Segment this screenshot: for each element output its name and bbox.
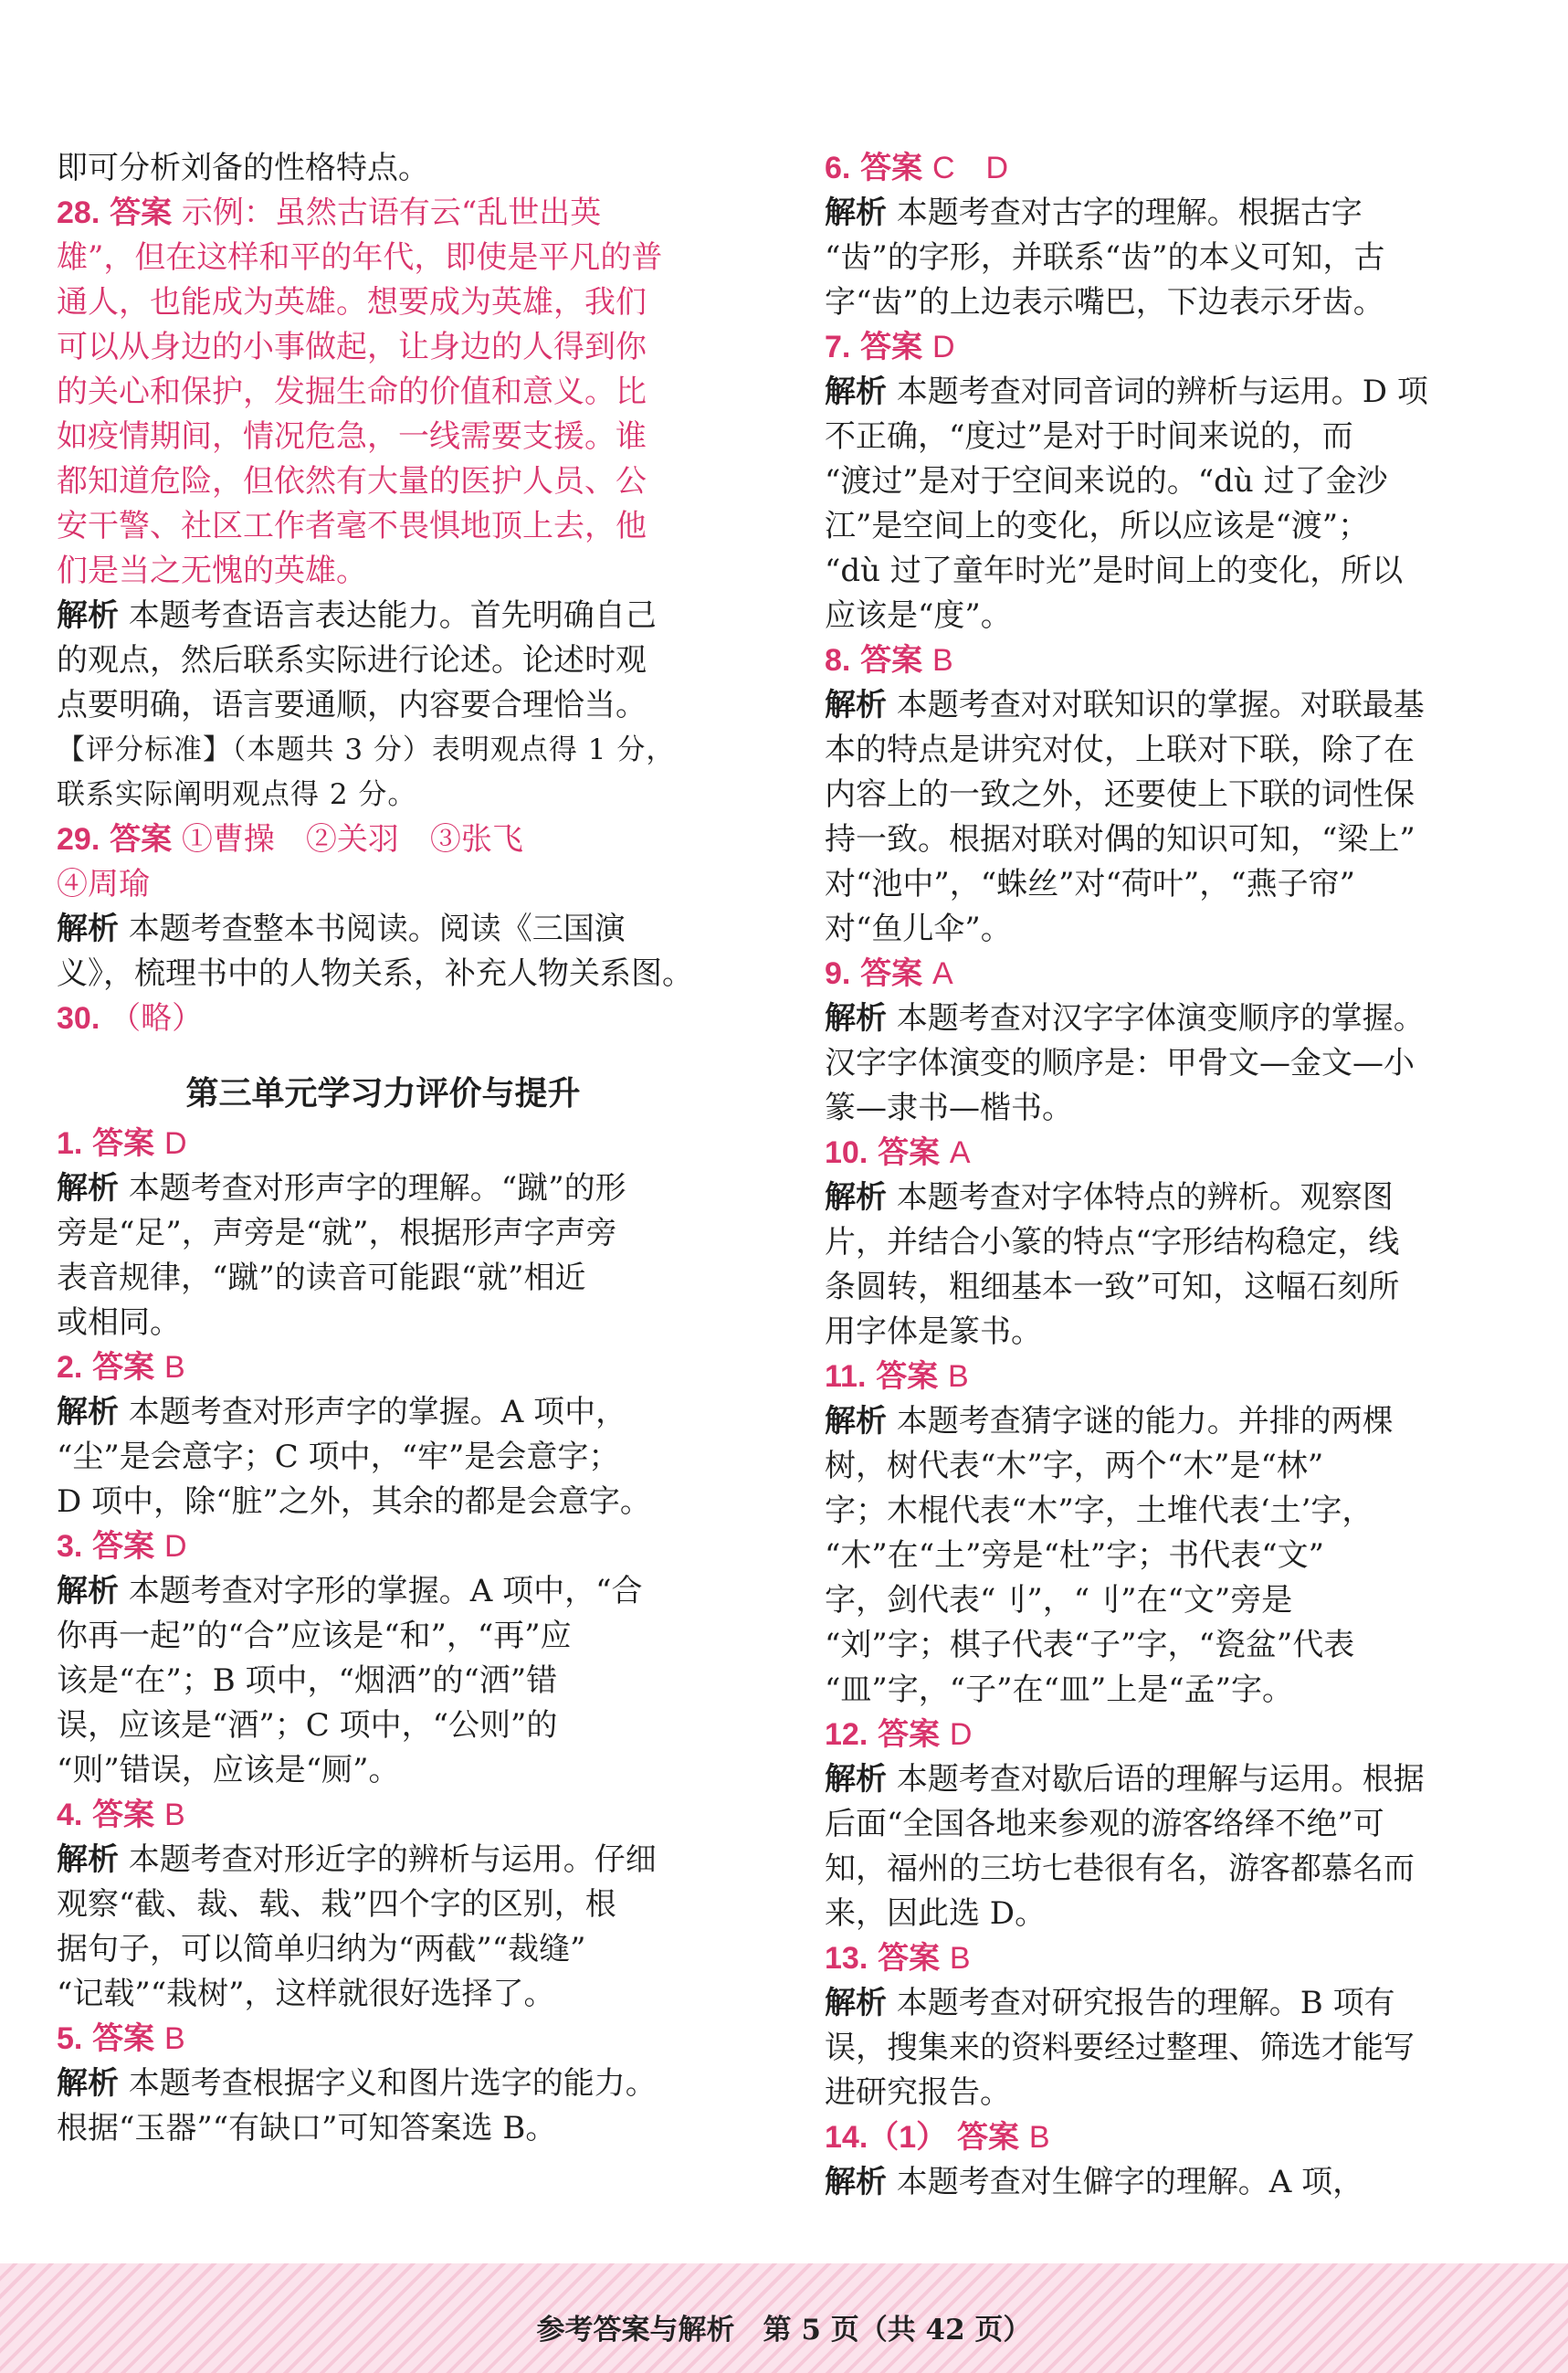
s9-answer: A <box>931 956 953 991</box>
s9-analysis-text: 本题考查对汉字字体演变顺序的掌握。 <box>896 1000 1425 1037</box>
s3-number: 3. <box>57 1529 83 1564</box>
s10-analysis-text: 本题考查对字体特点的辨析。观察图 <box>896 1179 1394 1216</box>
q28-analysis-line <box>57 594 710 638</box>
s7-answer-tag: 答案 <box>860 329 923 365</box>
s14-analysis-line <box>825 2160 1482 2205</box>
s8-analysis-line <box>825 683 1482 728</box>
s3-analysis-text: “则”错误，应该是“厕”。 <box>57 1752 400 1788</box>
s7-analysis-text: 应该是“度”。 <box>825 597 1012 634</box>
s9-answer-line <box>825 952 1482 997</box>
intro-line: 即可分析刘备的性格特点。 <box>57 150 429 186</box>
s2-analysis-tag: 解析 <box>57 1394 119 1430</box>
s5-analysis-line <box>57 2062 710 2106</box>
q28-analysis-text: 点要明确，语言要通顺，内容要合理恰当。 <box>57 687 647 723</box>
q30-line <box>57 997 710 1041</box>
s2-analysis-text: D 项中，除“脏”之外，其余的都是会意字。 <box>57 1483 651 1520</box>
s3-analysis-text: 误，应该是“酒”；C 项中，“公则”的 <box>57 1707 558 1744</box>
section-title: 第三单元学习力评价与提升 <box>185 1075 581 1113</box>
q30-text: （略） <box>110 1000 204 1037</box>
q28-answer-line <box>57 191 710 236</box>
s5-analysis-text: 本题考查根据字义和图片选字的能力。 <box>128 2065 657 2102</box>
s6-analysis-text: 字“齿”的上边表示嘴巴，下边表示牙齿。 <box>825 284 1384 321</box>
s7-analysis-text: “dù 过了童年时光”是时间上的变化，所以 <box>825 553 1404 589</box>
s1-analysis-text: 或相同。 <box>57 1304 181 1341</box>
q29-answer-text: ④周瑜 <box>57 866 150 902</box>
s8-answer-tag: 答案 <box>860 642 923 679</box>
q28-answer-text: 通人，也能成为英雄。想要成为英雄，我们 <box>57 284 647 321</box>
s11-number: 11. <box>825 1359 867 1394</box>
q29-answer-tag: 答案 <box>110 821 173 858</box>
s5-answer: B <box>163 2021 185 2056</box>
s13-analysis-text: 进研究报告。 <box>825 2074 1011 2111</box>
s3-answer-tag: 答案 <box>92 1528 155 1565</box>
s3-answer: D <box>163 1529 187 1564</box>
s11-answer-tag: 答案 <box>876 1358 939 1395</box>
s11-analysis-text: 本题考查猜字谜的能力。并排的两棵 <box>896 1403 1394 1440</box>
s10-number: 10. <box>825 1135 868 1170</box>
s6-analysis-text: “齿”的字形，并联系“齿”的本义可知，古 <box>825 239 1385 276</box>
s2-answer-line <box>57 1345 710 1390</box>
left-column <box>57 146 710 2151</box>
q28-analysis-text: 的观点，然后联系实际进行论述。论述时观 <box>57 642 647 679</box>
s7-analysis-text: “渡过”是对于空间来说的。“dù 过了金沙 <box>825 463 1388 500</box>
s8-analysis-tag: 解析 <box>825 687 887 723</box>
s1-answer-tag: 答案 <box>92 1125 155 1162</box>
s10-answer-line <box>825 1131 1482 1176</box>
s1-analysis-text: 表音规律，“蹴”的读音可能跟“就”相近 <box>57 1260 586 1296</box>
q29-analysis-tag: 解析 <box>57 911 119 947</box>
s8-analysis-text: 内容上的一致之外，还要使上下联的词性保 <box>825 776 1415 813</box>
q29-answer-text: ①曹操 ②关羽 ③张飞 <box>181 821 523 858</box>
s5-answer-tag: 答案 <box>92 2020 155 2057</box>
s4-analysis-tag: 解析 <box>57 1841 119 1878</box>
s7-analysis-text: 本题考查对同音词的辨析与运用。D 项 <box>896 374 1428 410</box>
s6-answer-tag: 答案 <box>860 150 923 186</box>
s10-answer-tag: 答案 <box>878 1134 941 1171</box>
s7-analysis-tag: 解析 <box>825 374 887 410</box>
s10-analysis-text: 条圆转，粗细基本一致”可知，这幅石刻所 <box>825 1269 1400 1305</box>
s7-analysis-line <box>825 370 1482 415</box>
s7-analysis-text: 江”是空间上的变化，所以应该是“渡”； <box>825 508 1370 544</box>
s13-analysis-text: 误，搜集来的资料要经过整理、筛选才能写 <box>825 2030 1415 2066</box>
s3-analysis-tag: 解析 <box>57 1573 119 1609</box>
s12-analysis-text: 本题考查对歇后语的理解与运用。根据 <box>896 1761 1425 1798</box>
s4-analysis-text: 本题考查对形近字的辨析与运用。仔细 <box>128 1841 657 1878</box>
s13-analysis-text: 本题考查对研究报告的理解。B 项有 <box>896 1985 1395 2021</box>
s9-analysis-text: 汉字字体演变的顺序是：甲骨文—金文—小 <box>825 1045 1415 1081</box>
s11-analysis-tag: 解析 <box>825 1403 887 1440</box>
s11-analysis-text: 字；木棍代表“木”字，土堆代表‘土’字， <box>825 1492 1373 1529</box>
s13-number: 13. <box>825 1941 868 1976</box>
s8-number: 8. <box>825 643 851 678</box>
s11-analysis-text: “木”在“土”旁是“杜”字；书代表“文” <box>825 1537 1325 1574</box>
q28-score-standard: 联系实际阐明观点得 2 分。 <box>57 778 417 811</box>
page-footer: 参考答案与解析 第 5 页（共 42 页） <box>536 2314 1032 2347</box>
s6-analysis-line <box>825 191 1482 236</box>
s13-analysis-line <box>825 1981 1482 2026</box>
s11-analysis-text: 树，树代表“木”字，两个“木”是“林” <box>825 1448 1324 1484</box>
q29-analysis-text: 义》，梳理书中的人物关系，补充人物关系图。 <box>57 955 693 992</box>
q28-analysis-text: 本题考查语言表达能力。首先明确自己 <box>128 597 657 634</box>
s13-answer-tag: 答案 <box>878 1940 941 1977</box>
s11-analysis-text: 字，剑代表“刂”，“刂”在“文”旁是 <box>825 1582 1293 1619</box>
q28-analysis-tag: 解析 <box>57 597 119 634</box>
s14-answer-line <box>825 2115 1482 2160</box>
s9-answer-tag: 答案 <box>860 955 923 992</box>
s9-analysis-tag: 解析 <box>825 1000 887 1037</box>
s8-analysis-text: 对“池中”，“蛛丝”对“荷叶”，“燕子帘” <box>825 866 1356 902</box>
s12-number: 12. <box>825 1717 868 1752</box>
s10-answer: A <box>949 1135 971 1170</box>
s8-answer-line <box>825 638 1482 683</box>
q29-answer-line <box>57 817 710 862</box>
s13-answer-line <box>825 1936 1482 1981</box>
s5-analysis-tag: 解析 <box>57 2065 119 2102</box>
q28-answer-text: 安干警、社区工作者毫不畏惧地顶上去，他 <box>57 508 647 544</box>
s11-analysis-line <box>825 1399 1482 1444</box>
s12-answer: D <box>949 1717 973 1752</box>
s4-analysis-text: “记载”“栽树”，这样就很好选择了。 <box>57 1976 555 2012</box>
s4-answer-tag: 答案 <box>92 1797 155 1833</box>
s2-analysis-line <box>57 1390 710 1435</box>
s1-analysis-text: 本题考查对形声字的理解。“蹴”的形 <box>128 1170 626 1207</box>
q28-answer-text: 示例：虽然古语有云“乱世出英 <box>181 195 602 231</box>
s13-analysis-tag: 解析 <box>825 1985 887 2021</box>
q29-analysis-line <box>57 907 710 952</box>
s12-answer-line <box>825 1713 1482 1757</box>
s1-analysis-text: 旁是“足”，声旁是“就”，根据形声字声旁 <box>57 1215 617 1251</box>
s8-analysis-text: 对“鱼儿伞”。 <box>825 911 1012 947</box>
s14-number: 14.（1） <box>825 2120 948 2155</box>
s8-analysis-text: 本题考查对对联知识的掌握。对联最基 <box>896 687 1425 723</box>
s14-answer-tag: 答案 <box>957 2119 1019 2156</box>
s6-analysis-tag: 解析 <box>825 195 887 231</box>
s4-analysis-text: 观察“截、裁、载、栽”四个字的区别，根 <box>57 1886 616 1923</box>
s2-answer-tag: 答案 <box>92 1349 155 1386</box>
s1-analysis-tag: 解析 <box>57 1170 119 1207</box>
s4-number: 4. <box>57 1798 83 1832</box>
s10-analysis-text: 片，并结合小篆的特点“字形结构稳定，线 <box>825 1224 1400 1260</box>
s14-analysis-text: 本题考查对生僻字的理解。A 项， <box>896 2164 1364 2200</box>
q28-answer-text: 们是当之无愧的英雄。 <box>57 553 367 589</box>
s12-analysis-line <box>825 1757 1482 1802</box>
s11-answer-line <box>825 1355 1482 1399</box>
s6-answer-line <box>825 146 1482 191</box>
s11-analysis-text: “刘”字；棋子代表“子”字，“瓷盆”代表 <box>825 1627 1355 1663</box>
s3-analysis-text: 该是“在”；B 项中，“烟洒”的“洒”错 <box>57 1662 558 1699</box>
s11-analysis-text: “皿”字，“子”在“皿”上是“孟”字。 <box>825 1672 1294 1708</box>
s1-answer: D <box>163 1126 187 1161</box>
q28-answer-tag: 答案 <box>110 195 173 231</box>
s4-answer: B <box>163 1798 185 1832</box>
s11-answer: B <box>948 1359 969 1394</box>
s7-analysis-text: 不正确，“度过”是对于时间来说的，而 <box>825 418 1353 455</box>
s8-analysis-text: 本的特点是讲究对仗，上联对下联，除了在 <box>825 732 1415 768</box>
s7-answer: D <box>931 330 955 364</box>
s3-answer-line <box>57 1524 710 1569</box>
s7-number: 7. <box>825 330 851 364</box>
q28-score-standard: 【评分标准】（本题共 3 分）表明观点得 1 分， <box>57 733 676 766</box>
s2-analysis-text: “尘”是会意字；C 项中，“牢”是会意字； <box>57 1439 620 1475</box>
s10-analysis-tag: 解析 <box>825 1179 887 1216</box>
s10-analysis-line <box>825 1176 1482 1220</box>
q28-answer-text: 如疫情期间，情况危急，一线需要支援。谁 <box>57 418 647 455</box>
s3-analysis-line <box>57 1569 710 1614</box>
q29-analysis-text: 本题考查整本书阅读。阅读《三国演 <box>128 911 626 947</box>
s8-answer: B <box>931 643 953 678</box>
s5-number: 5. <box>57 2021 83 2056</box>
right-column <box>825 146 1482 2205</box>
s1-number: 1. <box>57 1126 83 1161</box>
s5-analysis-text: 根据“玉器”“有缺口”可知答案选 B。 <box>57 2110 557 2146</box>
s2-number: 2. <box>57 1350 83 1385</box>
s9-number: 9. <box>825 956 851 991</box>
q28-answer-text: 都知道危险，但依然有大量的医护人员、公 <box>57 463 647 500</box>
s7-answer-line <box>825 325 1482 370</box>
s1-answer-line <box>57 1122 710 1166</box>
q30-number: 30. <box>57 1001 100 1036</box>
s4-analysis-text: 据句子，可以简单归纳为“两截”“裁缝” <box>57 1931 586 1967</box>
s12-analysis-text: 知，福州的三坊七巷很有名，游客都慕名而 <box>825 1851 1415 1887</box>
s2-answer: B <box>163 1350 185 1385</box>
s14-analysis-tag: 解析 <box>825 2164 887 2200</box>
s12-analysis-text: 来，因此选 D。 <box>825 1895 1047 1932</box>
q28-number: 28. <box>57 195 100 230</box>
s6-number: 6. <box>825 151 851 185</box>
s6-analysis-text: 本题考查对古字的理解。根据古字 <box>896 195 1363 231</box>
s8-analysis-text: 持一致。根据对联对偶的知识可知，“梁上” <box>825 821 1415 858</box>
s5-answer-line <box>57 2017 710 2062</box>
s9-analysis-text: 篆—隶书—楷书。 <box>825 1090 1073 1126</box>
q28-answer-text: 的关心和保护，发掘生命的价值和意义。比 <box>57 374 647 410</box>
s1-analysis-line <box>57 1166 710 1211</box>
q28-answer-text: 雄”，但在这样和平的年代，即使是平凡的普 <box>57 239 663 276</box>
s12-answer-tag: 答案 <box>878 1716 941 1753</box>
q29-number: 29. <box>57 822 100 857</box>
s4-analysis-line <box>57 1838 710 1883</box>
s14-answer: B <box>1028 2120 1050 2155</box>
s10-analysis-text: 用字体是篆书。 <box>825 1313 1042 1350</box>
s3-analysis-text: 本题考查对字形的掌握。A 项中，“合 <box>128 1573 643 1609</box>
s6-answer: C D <box>931 151 1009 185</box>
s9-analysis-line <box>825 997 1482 1041</box>
s3-analysis-text: 你再一起”的“合”应该是“和”，“再”应 <box>57 1618 572 1654</box>
q28-answer-text: 可以从身边的小事做起，让身边的人得到你 <box>57 329 647 365</box>
s12-analysis-tag: 解析 <box>825 1761 887 1798</box>
s4-answer-line <box>57 1793 710 1838</box>
s12-analysis-text: 后面“全国各地来参观的游客络绎不绝”可 <box>825 1806 1384 1842</box>
s2-analysis-text: 本题考查对形声字的掌握。A 项中， <box>128 1394 627 1430</box>
s13-answer: B <box>949 1941 971 1976</box>
